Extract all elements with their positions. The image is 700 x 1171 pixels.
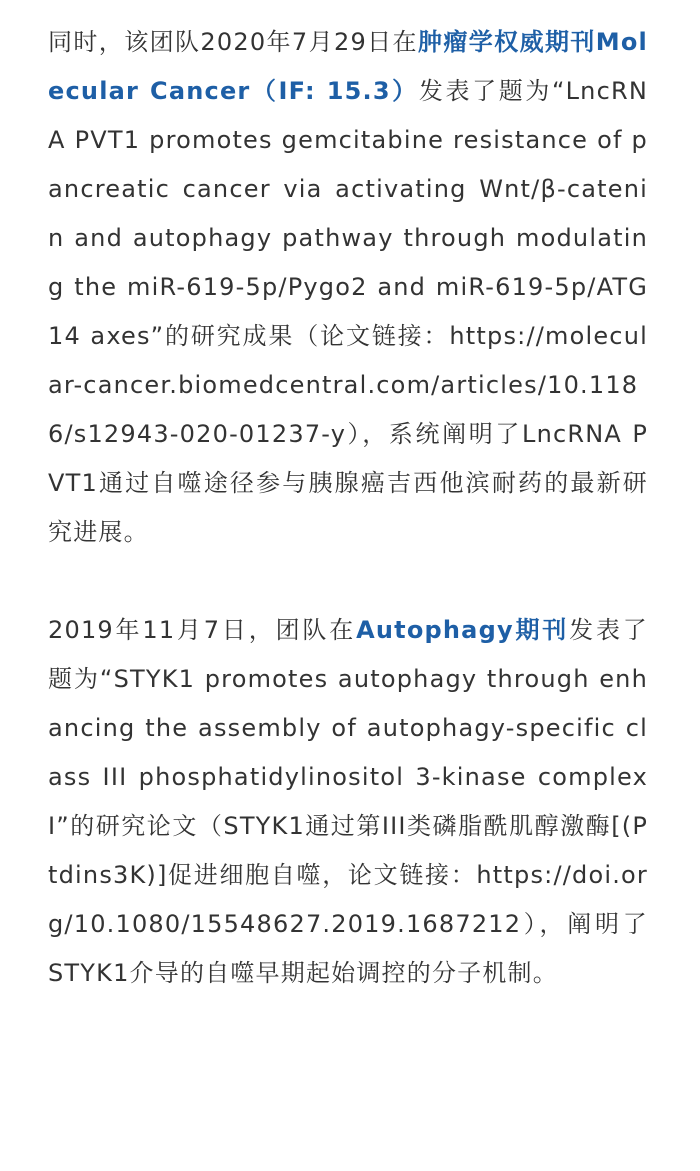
journal-highlight-autophagy: Autophagy期刊	[356, 616, 570, 644]
paragraph-1-lead: 同时，该团队2020年7月29日在	[48, 28, 418, 56]
paragraph-2-lead: 2019年11月7日，团队在	[48, 616, 357, 644]
article-body	[48, 18, 648, 998]
paragraph-autophagy	[48, 606, 648, 998]
paragraph-2-body: 发表了题为“STYK1 promotes autophagy through enhancing the assembly of autophagy-specific class III phosphatidylinositol 3-kinase complex I”的研究论文（STYK1通过第III类磷脂酰肌醇激酶[(Ptdins3K)]促进细胞自噬，论文链接：https://doi.org/10.1080/15548627.2019.1687212），阐明了STYK1介导的自噬早期起始调控的分子机制。	[48, 616, 649, 987]
journal-highlight-molecular-cancer: 肿瘤学权威期刊Molecular Cancer（IF: 15.3）	[48, 28, 648, 105]
paragraph-molecular-cancer	[48, 18, 648, 557]
paragraph-1-body: 发表了题为“LncRNA PVT1 promotes gemcitabine resistance of pancreatic cancer via activating Wnt/β-catenin and autophagy pathway through modulating the miR-619-5p/Pygo2 and miR-619-5p/ATG14 axes”的研究成果（论文链接：https://molecular-cancer.biomedcentral.com/articles/10.1186/s12943-020-01237-y），系统阐明了LncRNA PVT1通过自噬途径参与胰腺癌吉西他滨耐药的最新研究进展。	[48, 77, 649, 546]
